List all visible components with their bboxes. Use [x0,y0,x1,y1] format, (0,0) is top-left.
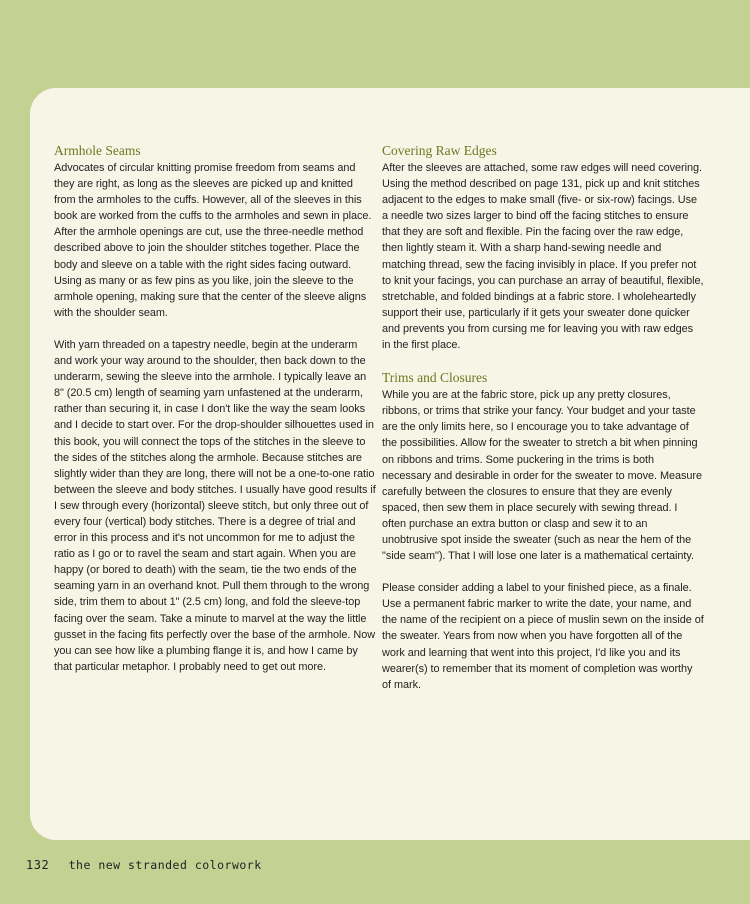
paragraph: Please consider adding a label to your finished piece, as a finale. Use a permanent fabric marker to write the date, your name, and the name of the recipient on a piece of muslin sewn on the inside of the sweater. Years from now when you have forgotten all of the work and learning that went into this project, I'd like you and its wearer(s) to remember that its moment of completion was worthy of mark. [382,582,704,691]
paragraph: Advocates of circular knitting promise freedom from seams and they are right, as long as the sleeves are picked up and knitted from the armholes to the cuffs. However, all of the sleeves in this book are worked from the cuffs to the armholes and sewn in place. After the armhole openings are cut, use the three-needle method described above to join the shoulder stitches together. Place the body and sleeve on a table with the right sides facing outward. Using as many or as few pins as you like, join the sleeve to the armhole opening, making sure that the center of the sleeve aligns with the shoulder seam. [54,162,372,319]
left-column [54,142,376,675]
right-column [382,142,704,693]
paragraph: While you are at the fabric store, pick up any pretty closures, ribbons, or trims that strike your fancy. Your budget and your taste are the only limits here, so I encourage you to take advantage of the possibilities. Allow for the sweater to stretch a bit when pinning on ribbons and trims. Some puckering in the trims is both necessary and desirable in order for the sweater to move. Measure carefully between the closures to ensure that they are evenly spaced, then sew them in place securely with sewing thread. I often purchase an extra button or clasp and sew it to an unobtrusive spot inside the sweater (such as near the hem of the "side seam"). That I will lose one later is a mathematical certainty. [382,389,703,563]
paragraph: With yarn threaded on a tapestry needle, begin at the underarm and work your way around to the shoulder, then back down to the underarm, sewing the sleeve into the armhole. I typically leave an 8" (20.5 cm) length of seaming yarn unfastened at the underarm, rather than securing it, in case I don't like the way the seam looks and I decide to start over. For the drop-shoulder silhouettes used in this book, you will connect the tops of the stitches in the sleeve to the sides of the stitches along the armhole. Because stitches are slightly wider than they are long, there will not be a one-to-one ratio between the sleeve and body stitches. I usually have good results if I sew through every (horizontal) sleeve stitch, but only three out of every four (vertical) body stitches. There is a degree of trial and error in this process and it's not uncommon for me to adjust the ratio as I go or to ravel the seam and start again. When you are happy (or bored to death) with the seam, tie the two ends of the seaming yarn in an overhand knot. Pull them through to the wrong side, trim them to about 1" (2.5 cm) long, and fold the sleeve-top facing over the seam. Take a minute to marvel at the way the little gusset in the facing fits perfectly over the base of the armhole. Now you can see how like a plumbing flange it is, and how I came by that particular metaphor. I probably need to get out more. [54,338,376,673]
content-panel [30,88,750,840]
section-heading-armhole-seams: Armhole Seams [54,143,141,158]
page-footer [26,858,262,872]
book-title: the new stranded colorwork [68,858,262,872]
paragraph: After the sleeves are attached, some raw edges will need covering. Using the method described on page 131, pick up and knit stitches adjacent to the edges to make small (five- or six-row) facings. Use a needle two sizes larger to bind off the facing stitches to ensure that they are soft and flexible. Pin the facing over the raw edge, then lightly steam it. With a sharp hand-sewing needle and matching thread, sew the facing invisibly in place. If you prefer not to knit your facings, you can purchase an array of beautiful, flexible, stretchable, and folded bindings at a fabric store. I wholeheartedly support their use, particularly if it gets your sweater done quicker and prevents you from cursing me for leaving you with raw edges in the first place. [382,162,704,352]
section-heading-covering-raw-edges: Covering Raw Edges [382,143,497,158]
page-number: 132 [26,858,50,872]
section-heading-trims-and-closures: Trims and Closures [382,370,488,386]
